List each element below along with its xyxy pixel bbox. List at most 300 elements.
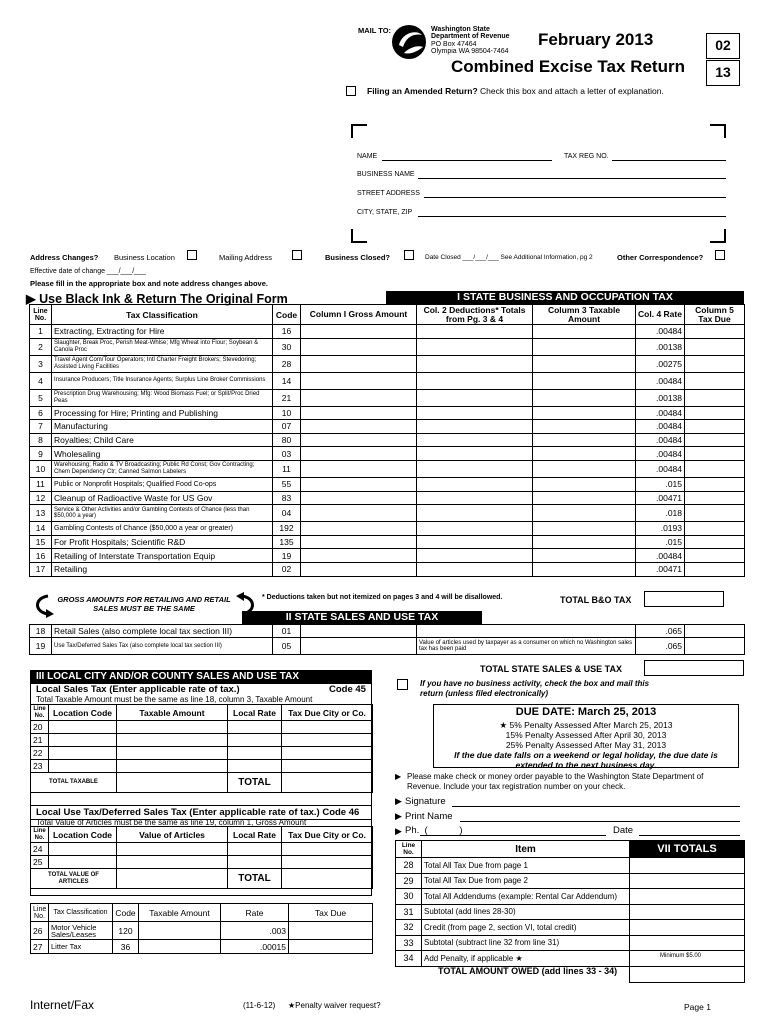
tax-classification: Motor Vehicle Sales/Leases (49, 922, 113, 940)
tax-code: 80 (273, 433, 301, 447)
local-rate-field[interactable] (228, 721, 282, 734)
total-tax-due-field[interactable] (282, 773, 373, 793)
tax-code: 02 (273, 562, 301, 576)
totals-amount-field[interactable] (630, 904, 745, 920)
col-header: Code (113, 904, 139, 922)
line-number: 10 (30, 460, 52, 477)
gross-amount-field[interactable] (301, 505, 417, 522)
col-header-tax-due: Tax Due City or Co. (282, 705, 373, 721)
col-header: Line No. (31, 904, 49, 922)
gross-amount-field[interactable] (301, 447, 417, 461)
period-code-bottom: 13 (706, 60, 740, 86)
tax-classification: Manufacturing (52, 420, 273, 434)
tax-rate: .00484 (636, 372, 685, 389)
tax-due-field[interactable] (685, 460, 745, 477)
city-state-zip-line[interactable] (418, 216, 726, 217)
tax-reg-line[interactable] (612, 160, 726, 161)
tax-due-field[interactable] (685, 505, 745, 522)
taxable-amount-field[interactable] (117, 760, 228, 773)
table-row (30, 406, 745, 420)
line-number: 8 (30, 433, 52, 447)
tax-due-field[interactable] (289, 940, 373, 954)
tax-classification: Processing for Hire; Printing and Publishing (52, 406, 273, 420)
taxable-amount-field[interactable] (533, 522, 636, 536)
gross-amount-field[interactable] (301, 460, 417, 477)
tax-due-field[interactable] (685, 406, 745, 420)
line-number: 2 (30, 338, 52, 355)
address-changes-label: Address Changes? (30, 253, 99, 262)
due-date: DUE DATE: March 25, 2013 (515, 706, 657, 718)
total-value-field[interactable] (117, 869, 228, 889)
tax-rate: .00484 (636, 447, 685, 461)
gross-amount-field[interactable] (301, 389, 417, 406)
tax-code: 14 (273, 372, 301, 389)
totals-item: Subtotal (subtract line 32 from line 31) (422, 935, 630, 951)
tax-code: 55 (273, 477, 301, 491)
totals-amount-field[interactable] (630, 873, 745, 889)
deductions-field[interactable] (417, 325, 533, 339)
deductions-field[interactable] (417, 522, 533, 536)
mailing-address-checkbox[interactable] (292, 250, 302, 260)
other-correspondence-label: Other Correspondence? (617, 253, 704, 262)
gross-amount-field[interactable] (301, 406, 417, 420)
tax-rate: .00138 (636, 338, 685, 355)
col-header-code: Code (273, 305, 301, 325)
pointer-icon: ▶ (395, 796, 402, 806)
line-number: 12 (30, 491, 52, 505)
deductions-field[interactable] (417, 535, 533, 549)
tax-due-field[interactable] (282, 856, 373, 869)
deductions-field[interactable] (417, 477, 533, 491)
total-owed-field[interactable] (630, 966, 745, 982)
taxable-amount-field[interactable] (533, 460, 636, 477)
value-of-articles-field[interactable] (117, 843, 228, 856)
table-row (30, 460, 745, 477)
gross-amount-field[interactable] (301, 535, 417, 549)
taxable-amount-field[interactable] (139, 922, 221, 940)
date-closed-label: Date Closed ___/___/___ See Additional Information, pg 2 (425, 254, 593, 261)
tax-rate: .00471 (636, 491, 685, 505)
tax-classification: Gambling Contests of Chance ($50,000 a year or greater) (52, 522, 273, 536)
taxable-amount-field[interactable] (117, 734, 228, 747)
taxable-amount-field[interactable] (139, 940, 221, 954)
tax-code: 36 (113, 940, 139, 954)
table-row (30, 491, 745, 505)
signature-line[interactable] (452, 806, 740, 807)
tax-due-field[interactable] (282, 721, 373, 734)
local-sales-table (30, 704, 373, 793)
local-sales-subtitle: Total Taxable Amount must be the same as line 18, column 3, Taxable Amount (36, 695, 313, 704)
value-of-articles-note: Value of articles used by taxpayer as a consumer on which no Washington sales tax has been paid (417, 638, 636, 655)
total-sales-use-field[interactable] (644, 660, 744, 676)
line-number: 22 (31, 747, 49, 760)
tax-due-field[interactable] (685, 420, 745, 434)
totals-item: Total All Addendums (example: Rental Car Addendum) (422, 889, 630, 905)
col-header-location: Location Code (49, 705, 117, 721)
taxable-amount-field[interactable] (533, 389, 636, 406)
table-row (396, 920, 745, 936)
taxable-amount-field[interactable] (117, 747, 228, 760)
gross-amount-field[interactable] (301, 372, 417, 389)
col-header-tax-due: Tax Due City or Co. (282, 827, 373, 843)
col-header: Tax Classification (49, 904, 113, 922)
tax-rate: .065 (636, 625, 685, 638)
location-code-field[interactable] (49, 747, 117, 760)
gross-amount-field[interactable] (301, 433, 417, 447)
line-number: 34 (396, 951, 422, 967)
deductions-field[interactable] (417, 491, 533, 505)
totals-item: Add Penalty, if applicable ★ (422, 951, 630, 967)
tax-rate: .00484 (636, 460, 685, 477)
location-code-field[interactable] (49, 721, 117, 734)
totals-amount-field[interactable] (630, 935, 745, 951)
value-of-articles-field[interactable] (117, 856, 228, 869)
other-tax-table (30, 903, 373, 954)
deductions-field[interactable] (417, 433, 533, 447)
tax-classification: Warehousing; Radio & TV Broadcasting; Public Rd Const; Gov Contracting; Chem Dependency Ctr; Canned Salmon Labelers (52, 460, 273, 477)
line-number: 32 (396, 920, 422, 936)
deductions-field[interactable] (417, 420, 533, 434)
gross-amount-field[interactable] (301, 491, 417, 505)
tax-due-field[interactable] (685, 325, 745, 339)
taxable-amount-field[interactable] (533, 338, 636, 355)
tax-code: 83 (273, 491, 301, 505)
fill-in-instruction: Please fill in the appropriate box and note address changes above. (30, 279, 268, 288)
tax-classification: Slaughter, Break Proc, Perish Meat-Whlse; Mfg Wheat into Flour; Soybean & Canola Proc (52, 338, 273, 355)
tax-rate: .018 (636, 505, 685, 522)
section-1-title: I STATE BUSINESS AND OCCUPATION TAX (386, 291, 744, 304)
table-header (31, 705, 373, 721)
location-code-field[interactable] (49, 843, 117, 856)
local-rate-field[interactable] (228, 734, 282, 747)
table-row (30, 535, 745, 549)
tax-classification: Royalties; Child Care (52, 433, 273, 447)
line-number: 21 (31, 734, 49, 747)
deductions-field[interactable] (417, 389, 533, 406)
table-row (31, 856, 373, 869)
gross-amount-field[interactable] (301, 625, 417, 638)
tax-due-field[interactable] (282, 747, 373, 760)
taxable-amount-field[interactable] (533, 549, 636, 563)
other-correspondence-checkbox[interactable] (715, 250, 725, 260)
code-45-label: Code 45 (329, 684, 366, 695)
local-use-subtitle: Total Value of Articles must be the same as line 19, column 1, Gross Amount (36, 818, 307, 827)
tax-classification: Service & Other Activities and/or Gambling Contests of Chance (less than $50,000 a year) (52, 505, 273, 522)
dor-logo-icon (390, 23, 428, 61)
corner-mark-tr (710, 124, 726, 138)
gross-amount-field[interactable] (301, 522, 417, 536)
tax-rate: .00015 (221, 940, 289, 954)
revision-date: (11-6-12) (243, 1001, 276, 1010)
deductions-field[interactable] (417, 460, 533, 477)
tax-rate: .015 (636, 535, 685, 549)
table-row (396, 858, 745, 874)
line-number: 20 (31, 721, 49, 734)
local-use-table (30, 826, 373, 889)
tax-due-field[interactable] (685, 447, 745, 461)
deductions-field[interactable] (417, 505, 533, 522)
signature-label: Signature (405, 796, 446, 807)
table-row (30, 477, 745, 491)
line-number: 33 (396, 935, 422, 951)
table-row (396, 935, 745, 951)
tax-rate: .00471 (636, 562, 685, 576)
tax-due-field[interactable] (685, 355, 745, 372)
tax-classification: Use Tax/Deferred Sales Tax (also complete local tax section III) (52, 638, 273, 655)
black-ink-instruction: ▶ Use Black Ink & Return The Original Form (26, 292, 288, 306)
col-header: Tax Due (289, 904, 373, 922)
tax-rate: .00484 (636, 420, 685, 434)
deductions-field[interactable] (417, 549, 533, 563)
tax-classification: Insurance Producers; Title Insurance Agents; Surplus Line Broker Commissions (52, 372, 273, 389)
gross-amount-field[interactable] (301, 355, 417, 372)
tax-due-field[interactable] (685, 562, 745, 576)
street-address-line[interactable] (424, 197, 726, 198)
table-row (31, 734, 373, 747)
local-rate-field[interactable] (228, 747, 282, 760)
agency-address: Washington State Department of Revenue PO Box 47464 Olympia WA 98504-7464 (431, 26, 510, 55)
totals-item: Total All Tax Due from page 1 (422, 858, 630, 874)
mail-to-label: MAIL TO: (358, 26, 392, 35)
col-header-item: Item (422, 841, 630, 858)
taxable-amount-field[interactable] (533, 491, 636, 505)
col-header: Taxable Amount (139, 904, 221, 922)
print-name-line[interactable] (460, 821, 740, 822)
total-bo-label: TOTAL B&O TAX (560, 595, 632, 605)
deductions-field[interactable] (417, 406, 533, 420)
table-row (31, 721, 373, 734)
taxable-amount-field[interactable] (533, 447, 636, 461)
corner-mark-br (710, 229, 726, 243)
line-number: 5 (30, 389, 52, 406)
line-number: 24 (31, 843, 49, 856)
table-row (31, 843, 373, 856)
gross-amount-field[interactable] (301, 325, 417, 339)
table-row (396, 873, 745, 889)
tax-classification: For Profit Hospitals; Scientific R&D (52, 535, 273, 549)
deductions-field[interactable] (417, 338, 533, 355)
local-use-title: Local Use Tax/Deferred Sales Tax (Enter applicable rate of tax.) Code 46 (36, 807, 360, 818)
business-name-line[interactable] (418, 178, 726, 179)
page-number: Page 1 (684, 1002, 711, 1012)
gross-amount-field[interactable] (301, 420, 417, 434)
taxable-amount-field[interactable] (533, 406, 636, 420)
line-number: 29 (396, 873, 422, 889)
col-header-gross: Column I Gross Amount (301, 305, 417, 325)
taxable-amount-field[interactable] (533, 420, 636, 434)
local-rate-field[interactable] (228, 856, 282, 869)
tax-rate: .00275 (636, 355, 685, 372)
table-row (396, 904, 745, 920)
name-line[interactable] (382, 160, 552, 161)
deductions-field[interactable] (417, 562, 533, 576)
penalty-waiver-label: ★Penalty waiver request? (288, 1001, 381, 1010)
col-header-tax-due: Column 5 Tax Due (685, 305, 745, 325)
totals-amount-field[interactable] (630, 858, 745, 874)
line-number: 17 (30, 562, 52, 576)
line-number: 27 (31, 940, 49, 954)
total-taxable-label: TOTAL TAXABLE (31, 773, 117, 793)
table-row (30, 433, 745, 447)
table-row (30, 325, 745, 339)
tax-code: 16 (273, 325, 301, 339)
total-taxable-field[interactable] (117, 773, 228, 793)
tax-rate: .00484 (636, 433, 685, 447)
tax-classification: Cleanup of Radioactive Waste for US Gov (52, 491, 273, 505)
amended-return-label: Filing an Amended Return? Check this box and attach a letter of explanation. (367, 86, 664, 96)
table-row (30, 638, 745, 655)
internet-fax-label: Internet/Fax (30, 998, 95, 1012)
tax-due-field[interactable] (685, 338, 745, 355)
total-row (31, 773, 373, 793)
tax-code: 04 (273, 505, 301, 522)
business-location-label: Business Location (114, 253, 175, 262)
deductions-field[interactable] (417, 372, 533, 389)
tax-classification: Public or Nonprofit Hospitals; Qualified Food Co-ops (52, 477, 273, 491)
totals-table (395, 840, 745, 983)
taxable-amount-field[interactable] (117, 721, 228, 734)
amended-return-checkbox[interactable] (346, 86, 356, 96)
gross-amount-field[interactable] (301, 638, 417, 655)
no-activity-checkbox[interactable] (397, 679, 408, 690)
tax-classification: Litter Tax (49, 940, 113, 954)
form-title: Combined Excise Tax Return (451, 57, 685, 76)
table-row (30, 522, 745, 536)
line-number: 15 (30, 535, 52, 549)
gross-amount-field[interactable] (301, 477, 417, 491)
business-closed-label: Business Closed? (325, 253, 391, 262)
line-number: 23 (31, 760, 49, 773)
tax-code: 120 (113, 922, 139, 940)
taxable-amount-field[interactable] (533, 535, 636, 549)
tax-code: 21 (273, 389, 301, 406)
line-number: 16 (30, 549, 52, 563)
date-line[interactable] (639, 835, 740, 836)
tax-classification: Retail Sales (also complete local tax section III) (52, 625, 273, 638)
tax-code: 28 (273, 355, 301, 372)
taxable-amount-field[interactable] (533, 562, 636, 576)
line-number: 1 (30, 325, 52, 339)
pointer-icon: ▶ (395, 826, 402, 836)
line-number: 13 (30, 505, 52, 522)
bo-tax-table (29, 304, 745, 577)
tax-rate: .065 (636, 638, 685, 655)
line-number: 4 (30, 372, 52, 389)
no-activity-note: If you have no business activity, check the box and mail this return (unless filed electronically) (420, 679, 650, 698)
minimum-penalty: Minimum $5.00 (660, 953, 702, 959)
deductions-field[interactable] (417, 447, 533, 461)
table-row (30, 372, 745, 389)
table-row (31, 747, 373, 760)
tax-due-field[interactable] (685, 477, 745, 491)
sales-use-table (29, 624, 745, 655)
col-header: Rate (221, 904, 289, 922)
business-closed-checkbox[interactable] (404, 250, 414, 260)
tax-due-field[interactable] (289, 922, 373, 940)
total-label: TOTAL (228, 773, 282, 793)
tax-due-field[interactable] (282, 760, 373, 773)
col-header-line: Line No. (30, 305, 52, 325)
totals-amount-field[interactable] (630, 920, 745, 936)
tax-due-field[interactable] (685, 372, 745, 389)
line-number: 26 (31, 922, 49, 940)
tax-due-field[interactable] (685, 549, 745, 563)
table-row (30, 625, 745, 638)
local-rate-field[interactable] (228, 843, 282, 856)
tax-rate: .00484 (636, 549, 685, 563)
corner-mark-tl (351, 124, 367, 138)
print-name-label: Print Name (405, 811, 453, 822)
taxable-amount-field[interactable] (533, 355, 636, 372)
table-header (31, 827, 373, 843)
totals-item: Subtotal (add lines 28-30) (422, 904, 630, 920)
taxable-amount-field[interactable] (533, 325, 636, 339)
taxable-amount-field[interactable] (533, 372, 636, 389)
totals-item: Credit (from page 2, section VI, total credit) (422, 920, 630, 936)
table-row (30, 389, 745, 406)
local-rate-field[interactable] (228, 760, 282, 773)
taxable-amount-field[interactable] (533, 433, 636, 447)
tax-classification: Retailing (52, 562, 273, 576)
tax-code: 03 (273, 447, 301, 461)
tax-due-field[interactable] (685, 638, 745, 655)
taxable-amount-field[interactable] (533, 505, 636, 522)
taxable-amount-field[interactable] (533, 477, 636, 491)
gross-amount-field[interactable] (301, 338, 417, 355)
col-header-value: Value of Articles (117, 827, 228, 843)
tax-due-field[interactable] (685, 522, 745, 536)
tax-code: 19 (273, 549, 301, 563)
gross-amount-field[interactable] (301, 562, 417, 576)
business-location-checkbox[interactable] (187, 250, 197, 260)
tax-due-field[interactable] (282, 843, 373, 856)
col-header-deductions: Col. 2 Deductions* Totals from Pg. 3 & 4 (417, 305, 533, 325)
line-number: 7 (30, 420, 52, 434)
location-code-field[interactable] (49, 856, 117, 869)
pointer-icon: ▶ (395, 811, 402, 821)
table-row (30, 338, 745, 355)
tax-due-field[interactable] (685, 625, 745, 638)
phone-line[interactable] (420, 835, 606, 836)
totals-amount-field[interactable] (630, 889, 745, 905)
payment-instruction: Please make check or money order payable to the Washington State Department of Revenue. Include your tax registration number on your check. (407, 772, 704, 791)
col-header-rate: Local Rate (228, 705, 282, 721)
totals-item: Total All Tax Due from page 2 (422, 873, 630, 889)
col-header-rate: Col. 4 Rate (636, 305, 685, 325)
table-row (30, 505, 745, 522)
deductions-field[interactable] (417, 355, 533, 372)
line-number: 31 (396, 904, 422, 920)
corner-mark-bl (351, 229, 367, 243)
tax-due-field[interactable] (685, 433, 745, 447)
line-number: 14 (30, 522, 52, 536)
tax-due-field[interactable] (282, 734, 373, 747)
gross-amount-field[interactable] (301, 549, 417, 563)
location-code-field[interactable] (49, 734, 117, 747)
location-code-field[interactable] (49, 760, 117, 773)
tax-due-field[interactable] (685, 491, 745, 505)
taxable-amount-field[interactable] (417, 625, 636, 638)
col-header-line: Line No. (31, 705, 49, 721)
line-number: 28 (396, 858, 422, 874)
tax-due-field[interactable] (685, 389, 745, 406)
col-header-rate: Local Rate (228, 827, 282, 843)
tax-due-field[interactable] (685, 535, 745, 549)
total-tax-due-field[interactable] (282, 869, 373, 889)
tax-code: 05 (273, 638, 301, 655)
table-row (30, 549, 745, 563)
tax-classification: Retailing of Interstate Transportation Equip (52, 549, 273, 563)
